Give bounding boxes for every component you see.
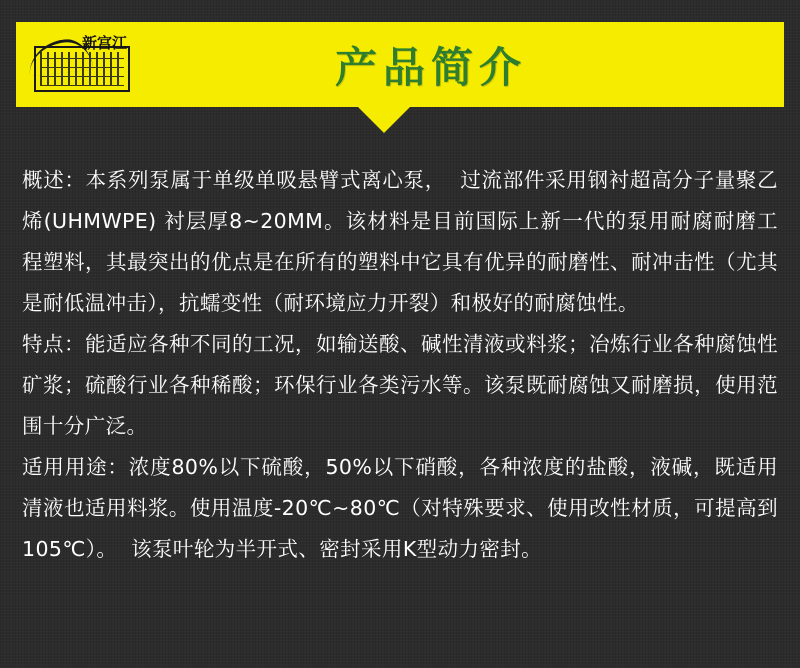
product-description	[0, 160, 800, 570]
header-banner	[16, 22, 784, 107]
banner-arrow-icon	[358, 107, 410, 133]
page-title: 产品简介	[334, 42, 527, 92]
company-logo	[26, 30, 138, 100]
paragraph-applications: 适用用途：浓度80%以下硫酸，50%以下硝酸，各种浓度的盐酸，液碱，既适用清液也适用料浆。使用温度-20℃~80℃（对特殊要求、使用改性材质，可提高到105℃）。 该泵叶轮为半开式、密封采用K型动力密封。	[22, 455, 778, 561]
logo-text: 新宫江	[82, 33, 128, 52]
paragraph-features: 特点：能适应各种不同的工况，如输送酸、碱性清液或料浆；冶炼行业各种腐蚀性矿浆；硫酸行业各种稀酸；环保行业各类污水等。该泵既耐腐蚀又耐磨损，使用范围十分广泛。	[22, 332, 778, 438]
paragraph-overview: 概述：本系列泵属于单级单吸悬臂式离心泵， 过流部件采用钢衬超高分子量聚乙烯(UHMWPE) 衬层厚8~20MM。该材料是目前国际上新一代的泵用耐腐耐磨工程塑料，其最突出的优点是在所有的塑料中它具有优异的耐磨性、耐冲击性（尤其是耐低温冲击），抗蠕变性（耐环境应力开裂）和极好的耐腐蚀性。	[22, 168, 778, 315]
